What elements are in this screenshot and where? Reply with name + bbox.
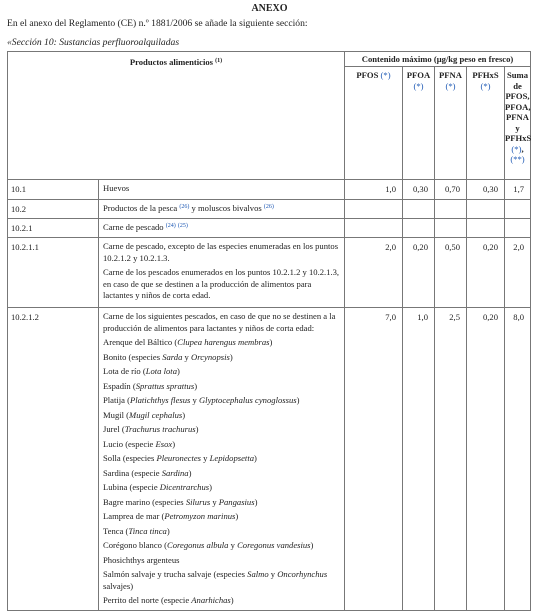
row-product: [99, 238, 345, 308]
footnote-ref-link[interactable]: (26): [263, 204, 274, 210]
species-item: Lamprea de mar (Petromyzon marinus): [103, 511, 239, 521]
species-item: Mugil (Mugil cephalus): [103, 409, 186, 420]
header-products-note: (1): [215, 58, 223, 64]
header-max-content: Contenido máximo (μg/kg peso en fresco): [345, 52, 531, 67]
footnote-ref-link[interactable]: (26): [179, 204, 190, 210]
species-item: Lubina (especie Dicentrarchus): [103, 482, 212, 492]
col-pfhxs-label: PFHxS: [472, 70, 499, 80]
section-title: «Sección 10: Sustancias perfluoroalquiladas: [7, 37, 180, 48]
species-item: Corégono blanco (Coregonus albula y Coregonus vandesius): [103, 540, 314, 550]
value-pfoa: 1,0: [403, 308, 435, 611]
species-item: Espadín (Sprattus sprattus): [103, 380, 198, 391]
row-code: 10.2.1: [8, 219, 99, 238]
row-product-text: Carne de pescado: [103, 222, 164, 232]
row-product: Huevos: [99, 180, 345, 200]
value-pfhxs: 0,20: [467, 308, 505, 611]
header-col-pfoa: [403, 67, 435, 180]
row-code: 10.2.1.2: [8, 308, 99, 611]
header-col-pfhxs: [467, 67, 505, 180]
species-item: Tenca (Tinca tinca): [103, 525, 170, 536]
header-col-sum: [505, 67, 531, 180]
intro-text: En el anexo del Reglamento (CE) n.º 1881/2006 se añade la siguiente sección:: [7, 18, 308, 29]
col-pfoa-ref-link[interactable]: (*): [413, 80, 424, 91]
row-code: 10.2: [8, 200, 99, 219]
value-pfhxs: 0,20: [467, 238, 505, 308]
value-pfhxs: 0,30: [467, 180, 505, 200]
footnote-ref-link[interactable]: (24): [165, 223, 176, 229]
document-title: ANEXO: [251, 3, 288, 14]
row-product: [99, 308, 345, 611]
species-item: Lota de río (Lota lota): [103, 366, 180, 376]
header-products: [8, 52, 345, 180]
value-sum: 1,7: [505, 180, 531, 200]
header-col-pfna: [435, 67, 467, 180]
table-row: [8, 308, 531, 611]
value-pfos: 7,0: [345, 308, 403, 611]
header-col-pfos: [345, 67, 403, 180]
table-row: [8, 219, 531, 238]
footnote-ref-link[interactable]: (25): [177, 223, 188, 229]
species-item: Sardina (especie Sardina): [103, 467, 192, 478]
col-pfna-ref-link[interactable]: (*): [445, 80, 456, 91]
species-item: Salmón salvaje y trucha salvaje (especies Salmo y Oncorhynchus salvajes): [103, 569, 328, 591]
col-pfos-ref-link[interactable]: (*): [380, 70, 391, 80]
value-pfna: 2,5: [435, 308, 467, 611]
value-pfos: 1,0: [345, 180, 403, 200]
col-sum-ref1-link[interactable]: (*): [511, 143, 522, 154]
species-item: Lucio (especie Esox): [103, 438, 176, 449]
row-product-text: Carne de pescado, excepto de las especies enumeradas en los puntos 10.2.1.2 y 10.2.1.3.: [103, 241, 339, 263]
table-row: [8, 180, 531, 200]
row-product: [99, 200, 345, 219]
table-row: [8, 238, 531, 308]
row-product-text: Productos de la pesca: [103, 203, 178, 213]
value-sum: 8,0: [505, 308, 531, 611]
header-products-label: Productos alimenticios: [129, 57, 213, 67]
species-item: Bagre marino (especies Silurus y Pangasius): [103, 496, 258, 507]
species-item: Bonito (especies Sarda y Orcynopsis): [103, 351, 233, 362]
row-product-text: y moluscos bivalvos: [191, 203, 262, 213]
row-code: 10.1: [8, 180, 99, 200]
value-pfoa: 0,20: [403, 238, 435, 308]
col-sum-ref2-link[interactable]: (**): [510, 154, 525, 164]
species-item: Perrito del norte (especie Anarhichas): [103, 595, 234, 605]
table-row: [8, 200, 531, 219]
value-pfos: 2,0: [345, 238, 403, 308]
col-pfhxs-ref-link[interactable]: (*): [480, 80, 491, 91]
species-item: Solla (especies Pleuronectes y Lepidopsetta): [103, 453, 257, 463]
value-pfna: 0,50: [435, 238, 467, 308]
value-sum: 2,0: [505, 238, 531, 308]
species-item: Jurel (Trachurus trachurus): [103, 424, 199, 434]
row-code: 10.2.1.1: [8, 238, 99, 308]
col-pfos-label: PFOS: [356, 70, 379, 80]
col-pfoa-label: PFOA: [406, 70, 431, 80]
row-product-text: Carne de los pescados enumerados en los puntos 10.2.1.2 y 10.2.1.3, en caso de que se destinen a la producción de alimentos para lactantes y niños de corta edad.: [103, 267, 340, 300]
species-item: Arenque del Báltico (Clupea harengus membras): [103, 337, 273, 347]
row-product-text: Carne de los siguientes pescados, en caso de que no se destinen a la producción de alimentos para lactantes y niños de corta edad:: [103, 311, 336, 333]
species-item: Phosichthys argenteus: [103, 554, 180, 565]
col-sum-ref-sep: ,: [521, 143, 524, 154]
col-pfna-label: PFNA: [439, 70, 462, 80]
value-pfoa: 0,30: [403, 180, 435, 200]
max-levels-table: [7, 51, 531, 611]
species-item: Platija (Platichthys flesus y Glyptocephalus cynoglossus): [103, 395, 300, 405]
value-pfna: 0,70: [435, 180, 467, 200]
row-product: [99, 219, 345, 238]
col-sum-label: Suma de PFOS, PFOA, PFNA y PFHxS: [505, 70, 532, 143]
